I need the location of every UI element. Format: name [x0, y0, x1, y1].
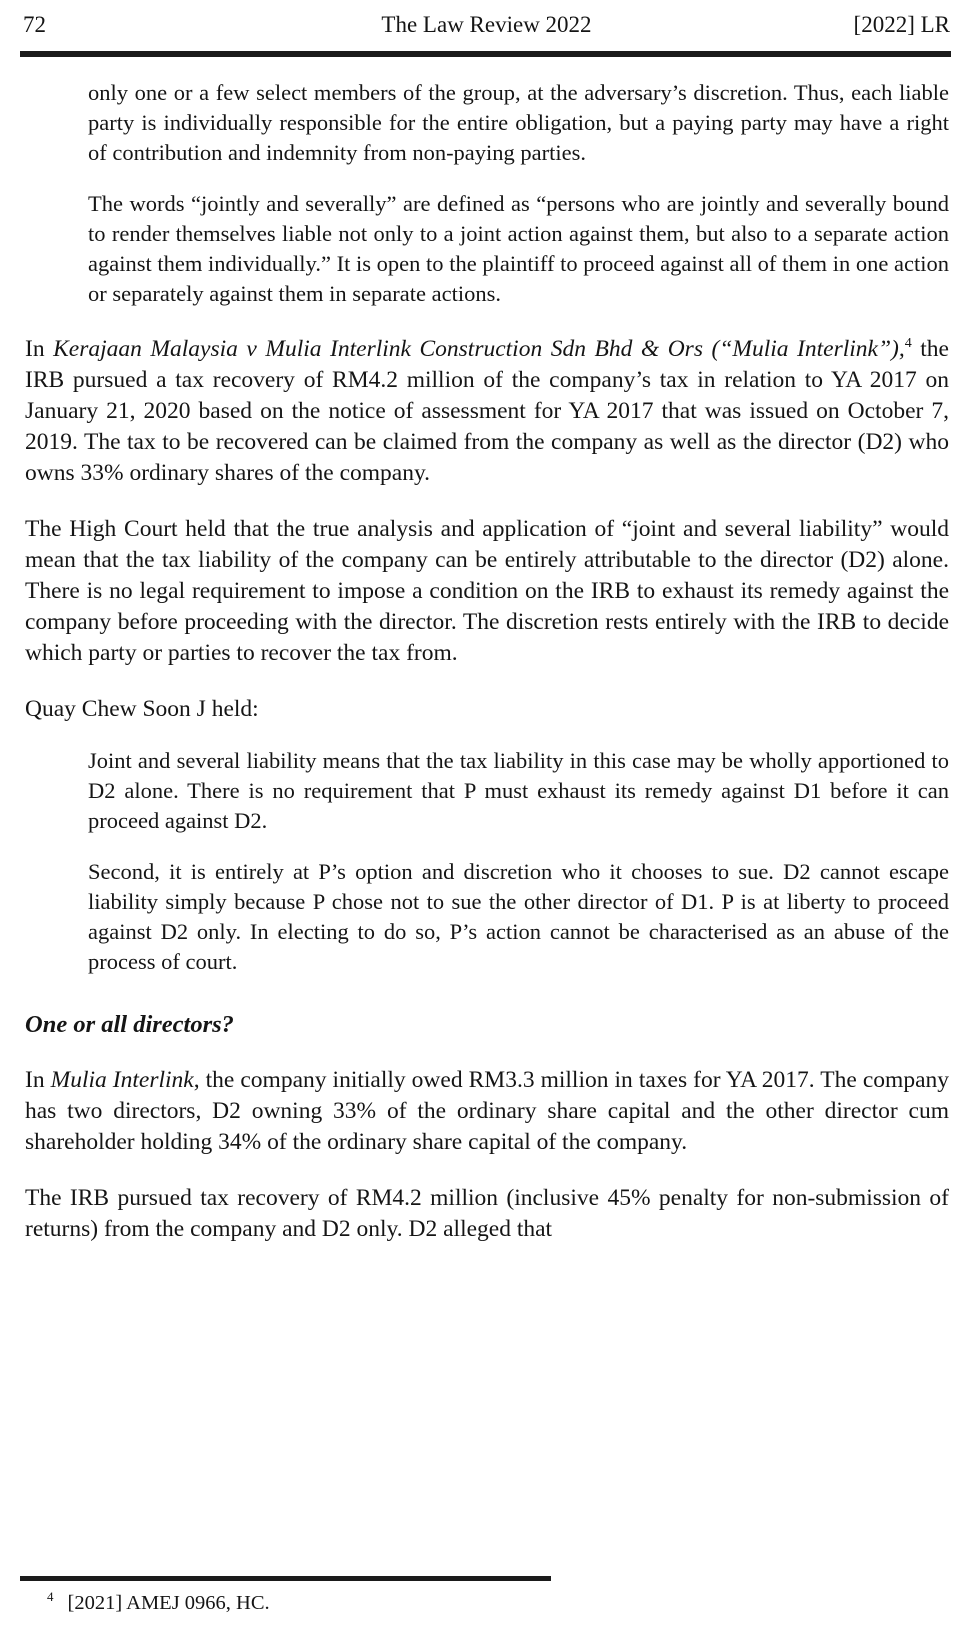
footnote-marker: 4: [47, 1589, 54, 1605]
blockquote-judgment-second: Second, it is entirely at P’s option and discretion who it chooses to sue. D2 cannot escape liability simply because P chose not to sue the other director of D1. P is at liberty to proceed against D2 only. In electing to do so, P’s action cannot be characterised as an abuse of the process of court.: [88, 859, 949, 974]
para-judge-held: Quay Chew Soon J held:: [25, 696, 259, 722]
footnote-rule: [20, 1576, 551, 1581]
volume-citation: [2022] LR: [853, 12, 950, 37]
footnote-text: [2021] AMEJ 0966, HC.: [67, 1592, 270, 1614]
footnote-4: [47, 1590, 949, 1616]
section-heading-one-or-all-directors: One or all directors?: [25, 1011, 234, 1038]
para-case-intro: In Kerajaan Malaysia v Mulia Interlink Construction Sdn Bhd & Ors (“Mulia Interlink”),$^4$ the IRB pursued a tax recovery of RM4.2 million of the company’s tax in relation to YA 2017 on January 21, 2020 based on the notice of assessment for YA 2017 that was issued on October 7, 2019. The tax to be recovered can be claimed from the company as well as the director (D2) who owns 33% ordinary shares of the company.: [25, 336, 949, 486]
page-body: [0, 78, 973, 1245]
page-number: 72: [23, 12, 46, 37]
para-high-court-holding: The High Court held that the true analysis and application of “joint and several liability” would mean that the tax liability of the company can be entirely attributable to the director (D2) alone. There is no legal requirement to impose a condition on the IRB to exhaust its remedy against the company before proceeding with the director. The discretion rests entirely with the IRB to decide which party or parties to recover the tax from.: [25, 516, 949, 666]
journal-title: The Law Review 2022: [381, 12, 592, 37]
blockquote-joint-liability: only one or a few select members of the group, at the adversary’s discretion. Thus, each liable party is individually responsible for the entire obligation, but a paying party may have a right of contribution and indemnity from non-paying parties.: [88, 80, 949, 165]
footnote-area: [0, 1576, 973, 1629]
running-header: [0, 0, 973, 38]
blockquote-jointly-severally-definition: The words “jointly and severally” are defined as “persons who are jointly and severally bound to render themselves liable not only to a joint action against them, but also to a separate action against them individually.” It is open to the plaintiff to proceed against all of them in one action or separately against them in separate actions.: [88, 191, 949, 306]
header-rule: [20, 51, 951, 57]
blockquote-judgment-first: Joint and several liability means that the tax liability in this case may be wholly apportioned to D2 alone. There is no requirement that P must exhaust its remedy against D1 before it can proceed against D2.: [88, 748, 949, 833]
para-company-background: In Mulia Interlink, the company initially owed RM3.3 million in taxes for YA 2017. The company has two directors, D2 owning 33% of the ordinary share capital and the other director cum shareholder holding 34% of the ordinary share capital of the company.: [25, 1067, 949, 1155]
para-irb-recovery: The IRB pursued tax recovery of RM4.2 million (inclusive 45% penalty for non-submission of returns) from the company and D2 only. D2 alleged that: [25, 1185, 949, 1242]
